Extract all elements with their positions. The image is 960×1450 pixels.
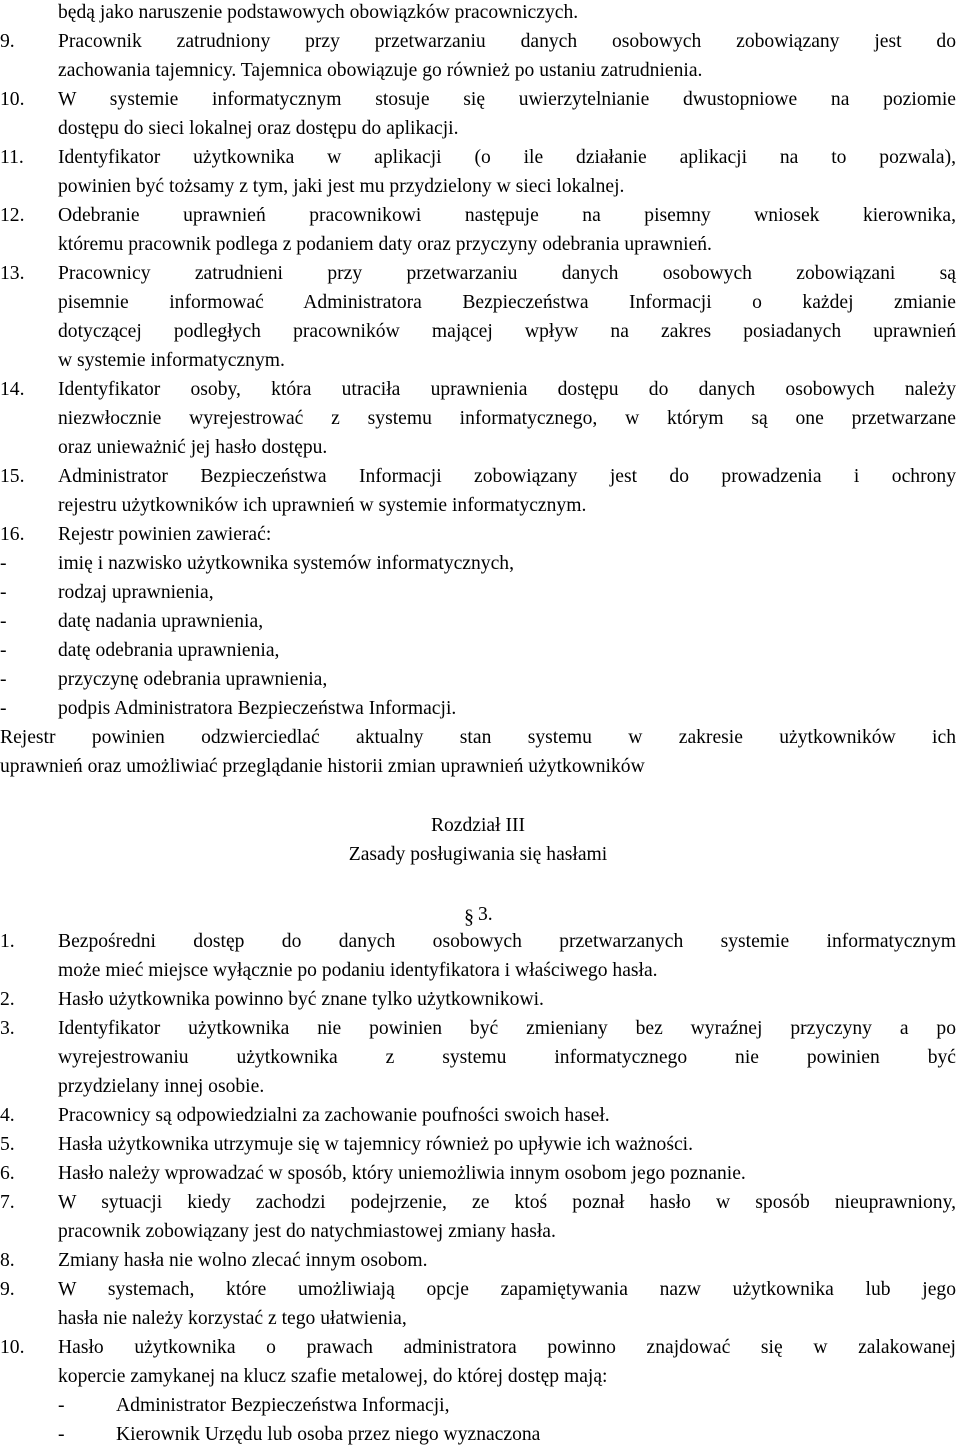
text-line: imię i nazwisko użytkownika systemów informatycznych,	[58, 553, 514, 574]
text-line: powinien być tożsamy z tym, jaki jest mu przydzielony w sieci lokalnej.	[58, 176, 625, 197]
list-item	[0, 1188, 956, 1246]
dash-marker: -	[0, 669, 7, 690]
numbered-list-passwords	[0, 927, 956, 1449]
text-line: dostępu do sieci lokalnej oraz dostępu do aplikacji.	[58, 118, 459, 139]
item-number: 8.	[0, 1250, 15, 1271]
item-number: 9.	[0, 1279, 15, 1300]
text-line: Administrator Bezpieczeństwa Informacji,	[116, 1395, 450, 1416]
list-item	[0, 1159, 956, 1188]
text-line: Identyfikator osoby, która utraciła uprawnienia dostępu do danych osobowych należy	[58, 379, 956, 400]
item-number: 12.	[0, 205, 25, 226]
text-line: Administrator Bezpieczeństwa Informacji zobowiązany jest do prowadzenia i ochrony	[58, 466, 956, 487]
list-item	[0, 1333, 956, 1391]
list-item	[58, 1420, 956, 1449]
chapter-title: Zasady posługiwania się hasłami	[348, 844, 608, 865]
text-line: datę nadania uprawnienia,	[58, 611, 264, 632]
item-number: 7.	[0, 1192, 15, 1213]
text-line: Rejestr powinien zawierać:	[58, 524, 272, 545]
text-line: będą jako naruszenie podstawowych obowiązków pracowniczych.	[58, 2, 579, 23]
text-line: Hasło należy wprowadzać w sposób, który uniemożliwia innym osobom jego poznanie.	[58, 1163, 746, 1184]
text-line: Pracownicy zatrudnieni przy przetwarzaniu danych osobowych zobowiązani są	[58, 263, 956, 284]
text-line: datę odebrania uprawnienia,	[58, 640, 280, 661]
text-line: W systemach, które umożliwiają opcje zapamiętywania nazw użytkownika lub jego	[58, 1279, 956, 1300]
text-line: Hasło użytkownika powinno być znane tylko użytkownikowi.	[58, 989, 544, 1010]
text-line: hasła nie należy korzystać z tego ułatwienia,	[58, 1308, 407, 1329]
text-line: może mieć miejsce wyłącznie po podaniu identyfikatora i właściwego hasła.	[58, 960, 658, 981]
list-item	[0, 85, 956, 143]
access-holders-list	[0, 1391, 956, 1449]
register-fields-list	[0, 549, 956, 723]
text-line: przydzielany innej osobie.	[58, 1076, 265, 1097]
list-item	[0, 578, 956, 607]
text-line: Kierownik Urzędu lub osoba przez niego wyznaczona	[116, 1424, 541, 1445]
list-item	[0, 636, 956, 665]
text-line: oraz unieważnić jej hasło dostępu.	[58, 437, 328, 458]
item-number: 6.	[0, 1163, 15, 1184]
dash-marker: -	[0, 611, 7, 632]
text-line: Rejestr powinien odzwierciedlać aktualny stan systemu w zakresie użytkowników ich	[0, 727, 956, 748]
list-item	[0, 143, 956, 201]
text-line: Odebranie uprawnień pracownikowi następuje na pisemny wniosek kierownika,	[58, 205, 956, 226]
item-number: 11.	[0, 147, 24, 168]
item-number: 10.	[0, 1337, 25, 1358]
numbered-list-access	[0, 27, 956, 781]
text-line: uprawnień oraz umożliwiać przeglądanie historii zmian uprawnień użytkowników	[0, 756, 645, 777]
item-number: 1.	[0, 931, 15, 952]
text-line: wyrejestrowaniu użytkownika z systemu informatycznego nie powinien być	[58, 1047, 956, 1068]
list-item	[0, 27, 956, 85]
text-line: zachowania tajemnicy. Tajemnica obowiązuje go również po ustaniu zatrudnienia.	[58, 60, 703, 81]
list-item	[0, 1246, 956, 1275]
text-line: Pracownik zatrudniony przy przetwarzaniu danych osobowych zobowiązany jest do	[58, 31, 956, 52]
text-line: rodzaj uprawnienia,	[58, 582, 214, 603]
text-line: kopercie zamykanej na klucz szafie metalowej, do której dostęp mają:	[58, 1366, 608, 1387]
item-number: 15.	[0, 466, 25, 487]
section-sign-icon	[464, 905, 476, 927]
list-item	[0, 520, 956, 549]
dash-marker: -	[0, 698, 7, 719]
text-line: przyczynę odebrania uprawnienia,	[58, 669, 328, 690]
dash-marker: -	[0, 553, 7, 574]
text-line: któremu pracownik podlega z podaniem daty oraz przyczyny odebrania uprawnień.	[58, 234, 712, 255]
list-item	[0, 694, 956, 723]
text-line: Identyfikator użytkownika nie powinien być zmieniany bez wyraźnej przyczyny a po	[58, 1018, 956, 1039]
chapter-heading	[0, 811, 956, 869]
register-note-paragraph	[0, 723, 956, 781]
text-line: w systemie informatycznym.	[58, 350, 285, 371]
dash-marker: -	[0, 582, 7, 603]
list-item	[0, 259, 956, 375]
text-line: niezwłocznie wyrejestrować z systemu informatycznego, w którym są one przetwarzane	[58, 408, 956, 429]
text-line: pisemnie informować Administratora Bezpieczeństwa Informacji o każdej zmianie	[58, 292, 956, 313]
item-number: 13.	[0, 263, 25, 284]
list-item	[0, 462, 956, 520]
item-number: 14.	[0, 379, 25, 400]
list-item	[58, 1391, 956, 1420]
list-item	[0, 665, 956, 694]
item-number: 3.	[0, 1018, 15, 1039]
list-item	[0, 549, 956, 578]
list-item	[0, 927, 956, 985]
text-line: Bezpośredni dostęp do danych osobowych przetwarzanych systemie informatycznym	[58, 931, 956, 952]
chapter-number: Rozdział III	[430, 815, 526, 836]
list-item	[0, 201, 956, 259]
text-line: pracownik zobowiązany jest do natychmiastowej zmiany hasła.	[58, 1221, 556, 1242]
text-line: Hasła użytkownika utrzymuje się w tajemnicy również po upływie ich ważności.	[58, 1134, 693, 1155]
list-item	[0, 1101, 956, 1130]
svg-text:§: §	[464, 906, 474, 927]
text-line: Zmiany hasła nie wolno zlecać innym osobom.	[58, 1250, 428, 1271]
list-item	[0, 1014, 956, 1101]
list-item	[0, 985, 956, 1014]
item-number: 10.	[0, 89, 25, 110]
list-item	[0, 1130, 956, 1159]
item-number: 4.	[0, 1105, 15, 1126]
text-line: W sytuacji kiedy zachodzi podejrzenie, ze ktoś poznał hasło w sposób nieuprawniony,	[58, 1192, 956, 1213]
text-line: Identyfikator użytkownika w aplikacji (o ile działanie aplikacji na to pozwala),	[58, 147, 956, 168]
dash-marker: -	[0, 640, 7, 661]
section-marker	[0, 900, 956, 929]
item-number: 16.	[0, 524, 25, 545]
list-item	[0, 607, 956, 636]
list-item	[0, 375, 956, 462]
item-number: 5.	[0, 1134, 15, 1155]
dash-marker: -	[58, 1424, 65, 1445]
text-line: W systemie informatycznym stosuje się uwierzytelnianie dwustopniowe na poziomie	[58, 89, 956, 110]
item-number: 2.	[0, 989, 15, 1010]
text-line: Hasło użytkownika o prawach administratora powinno znajdować się w zalakowanej	[58, 1337, 956, 1358]
text-line: podpis Administratora Bezpieczeństwa Informacji.	[58, 698, 457, 719]
list-item	[0, 1275, 956, 1333]
text-line: rejestru użytkowników ich uprawnień w systemie informatycznym.	[58, 495, 587, 516]
dash-marker: -	[58, 1395, 65, 1416]
section-number: 3.	[478, 904, 493, 925]
text-line: Pracownicy są odpowiedzialni za zachowanie poufności swoich haseł.	[58, 1105, 610, 1126]
continuation-paragraph	[0, 0, 956, 27]
text-line: dotyczącej podległych pracowników mającej wpływ na zakres posiadanych uprawnień	[58, 321, 956, 342]
item-number: 9.	[0, 31, 15, 52]
